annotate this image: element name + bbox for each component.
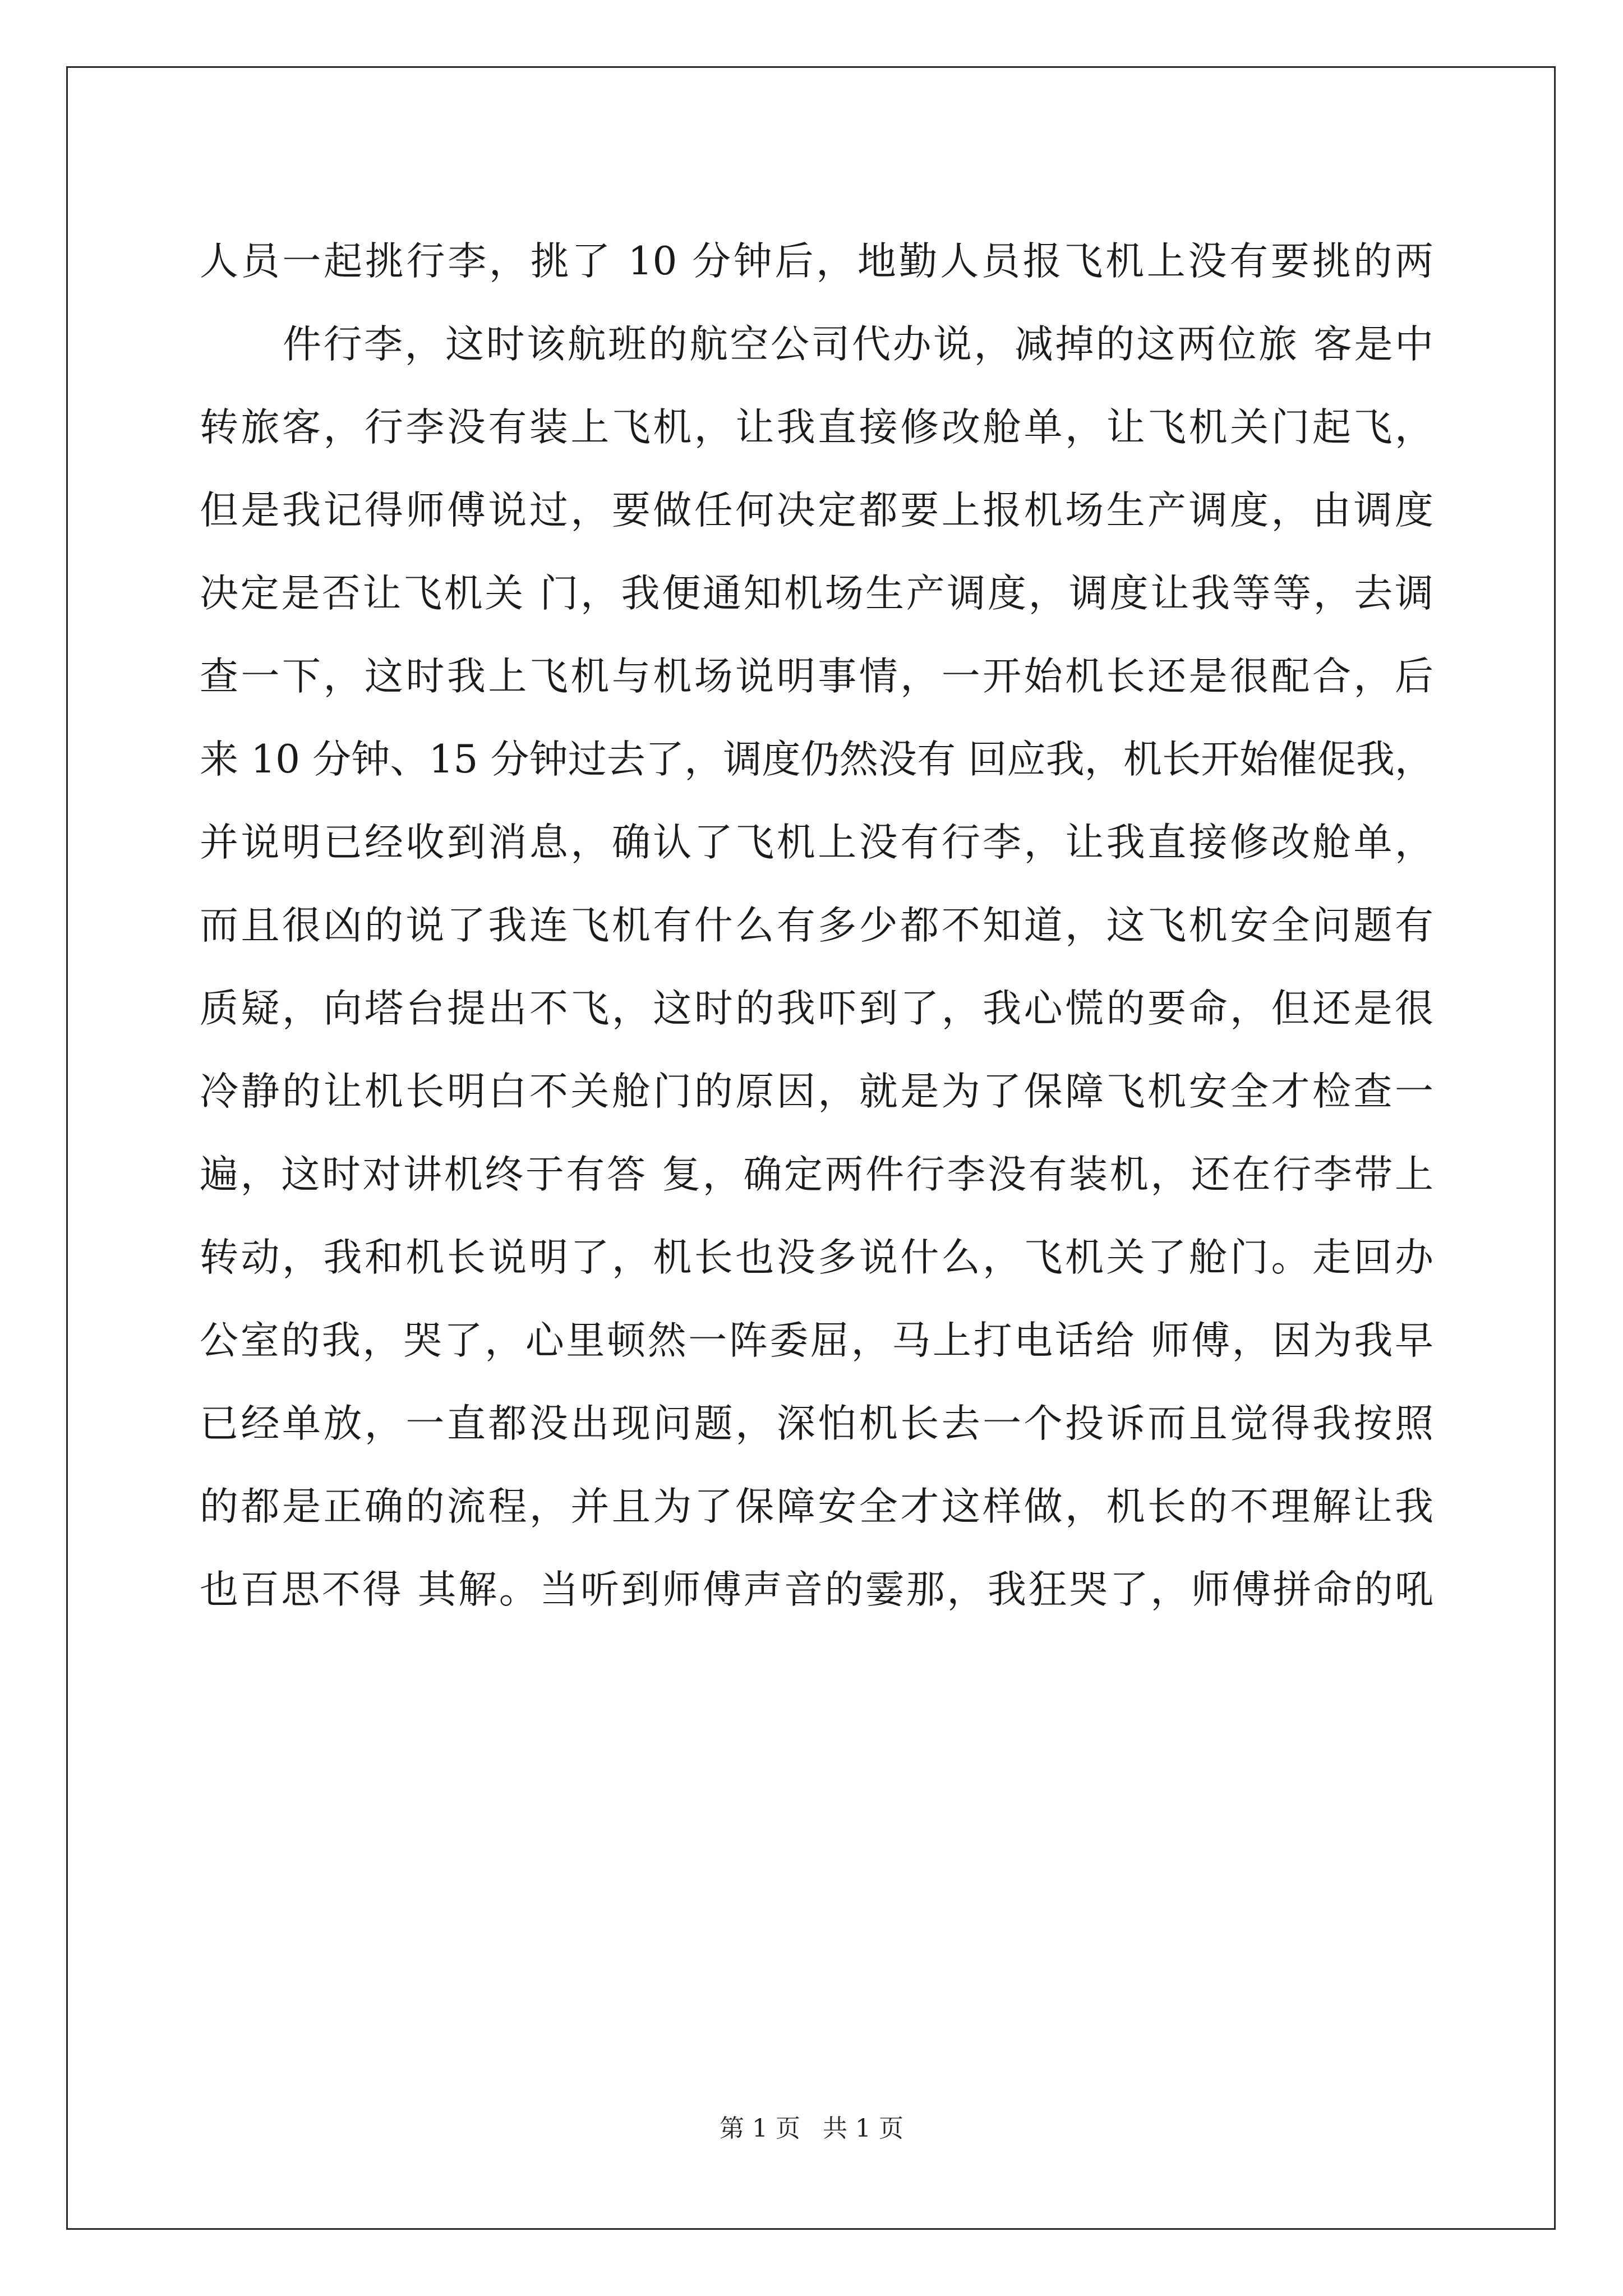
text-line: 的都是正确的流程，并且为了保障安全才这样做，机长的不理解让我 (200, 1484, 1433, 1529)
text-line: 遍，这时对讲机终于有答 复，确定两件行李没有装机，还在行李带上 (200, 1152, 1433, 1197)
text-line: 人员一起挑行李，挑了 10 分钟后，地勤人员报飞机上没有要挑的两 (200, 239, 1433, 284)
text-line: 但是我记得师傅说过，要做任何决定都要上报机场生产调度，由调度 (200, 488, 1433, 533)
text-line: 公室的我，哭了，心里顿然一阵委屈，马上打电话给 师傅，因为我早 (200, 1318, 1433, 1363)
page-number-total: 共 1 页 (823, 2114, 903, 2143)
text-line: 并说明已经收到消息，确认了飞机上没有行李，让我直接修改舱单， (200, 820, 1433, 865)
text-line: 件行李，这时该航班的航空公司代办说，减掉的这两位旅 客是中 (283, 322, 1433, 367)
page-footer (0, 2112, 1623, 2146)
text-line: 冷静的让机长明白不关舱门的原因，就是为了保障飞机安全才检查一 (200, 1069, 1433, 1114)
text-line: 转旅客，行李没有装上飞机，让我直接修改舱单，让飞机关门起飞， (200, 405, 1433, 450)
text-line: 转动，我和机长说明了，机长也没多说什么，飞机关了舱门。走回办 (200, 1235, 1433, 1280)
page-number-current: 第 1 页 (720, 2114, 800, 2143)
text-line: 而且很凶的说了我连飞机有什么有多少都不知道，这飞机安全问题有 (200, 903, 1433, 948)
text-line: 已经单放，一直都没出现问题，深怕机长去一个投诉而且觉得我按照 (200, 1401, 1433, 1446)
text-line: 查一下，这时我上飞机与机场说明事情，一开始机长还是很配合，后 (200, 654, 1433, 699)
text-line: 来 10 分钟、15 分钟过去了，调度仍然没有 回应我，机长开始催促我， (200, 737, 1433, 782)
text-line: 也百思不得 其解。当听到师傅声音的霎那，我狂哭了，师傅拼命的吼 (200, 1567, 1433, 1612)
text-line: 决定是否让飞机关 门，我便通知机场生产调度，调度让我等等，去调 (200, 571, 1433, 616)
text-line: 质疑，向塔台提出不飞，这时的我吓到了，我心慌的要命，但还是很 (200, 986, 1433, 1031)
document-body (200, 220, 1433, 1631)
